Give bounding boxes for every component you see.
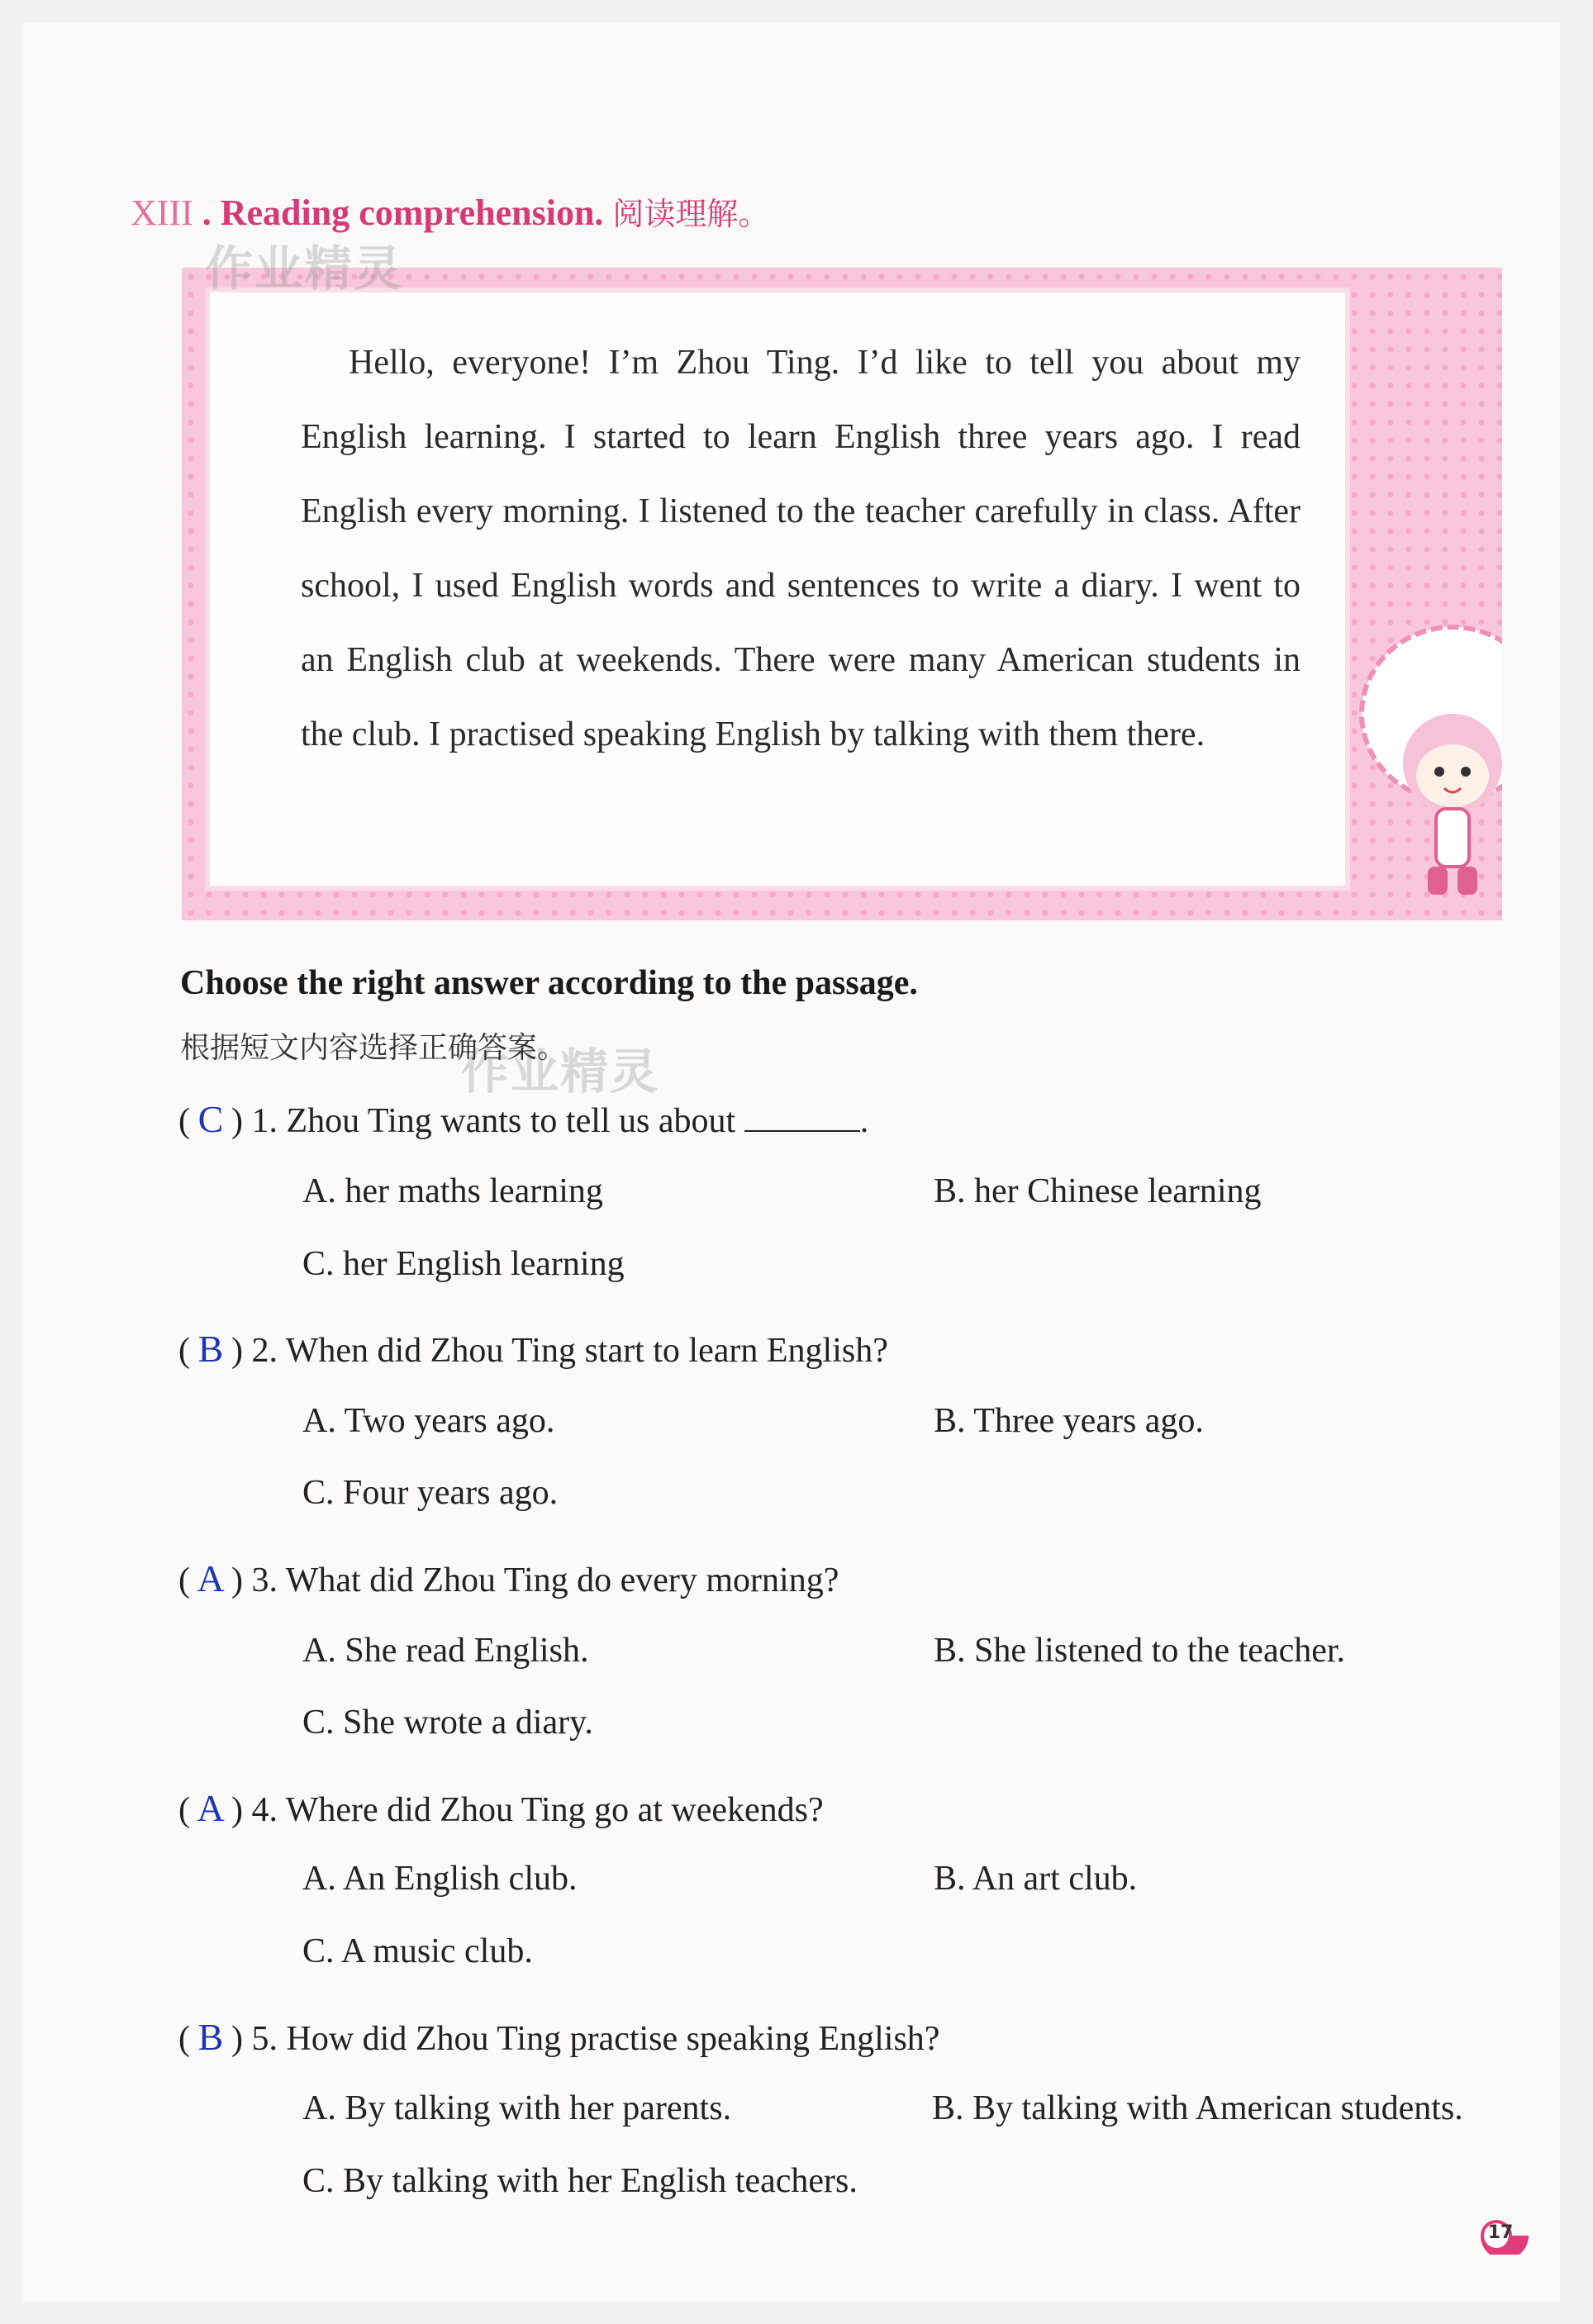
option-c[interactable]: C. She wrote a diary. <box>302 1704 593 1742</box>
question-4: ( A ) 4. Where did Zhou Ting go at weekends? <box>178 1787 824 1829</box>
option-a[interactable]: A. She read English. <box>302 1632 589 1670</box>
answer-4[interactable]: A <box>197 1787 225 1829</box>
question-text: Zhou Ting wants to tell us about <box>286 1102 736 1140</box>
question-2: ( B ) 2. When did Zhou Ting start to learn English? <box>178 1328 888 1370</box>
worksheet-page <box>23 23 1560 2302</box>
watermark: 作业精灵 <box>461 1043 660 1100</box>
section-roman-numeral: XIII <box>131 192 193 233</box>
question-number: 1. <box>251 1102 278 1140</box>
option-c[interactable]: C. A music club. <box>302 1932 533 1970</box>
question-3: ( A ) 3. What did Zhou Ting do every morning? <box>178 1557 839 1599</box>
cartoon-girl-illustration <box>1329 623 1502 904</box>
option-c[interactable]: C. her English learning <box>302 1245 625 1283</box>
question-text: What did Zhou Ting do every morning? <box>285 1561 839 1599</box>
watermark: 作业精灵 <box>205 240 404 297</box>
option-b[interactable]: B. By talking with American students. <box>932 2089 1463 2127</box>
answer-2[interactable]: B <box>197 1328 224 1370</box>
instruction-en: Choose the right answer according to the passage. <box>180 964 918 1002</box>
option-b[interactable]: B. She listened to the teacher. <box>934 1632 1346 1670</box>
passage-frame <box>182 268 1502 920</box>
option-a[interactable]: A. her maths learning <box>302 1172 603 1210</box>
question-number: 5. <box>251 2020 278 2058</box>
answer-blank <box>744 1105 860 1132</box>
instruction-cn: 根据短文内容选择正确答案。 <box>180 1031 568 1065</box>
section-title-en: . Reading comprehension. <box>193 192 604 233</box>
option-b[interactable]: B. An art club. <box>934 1860 1138 1898</box>
section-title <box>131 188 769 234</box>
option-c[interactable]: C. Four years ago. <box>302 1474 559 1512</box>
question-number: 4. <box>251 1791 278 1829</box>
answer-5[interactable]: B <box>197 2016 224 2058</box>
question-number: 3. <box>251 1561 278 1599</box>
option-a[interactable]: A. Two years ago. <box>302 1402 555 1440</box>
passage-text: Hello, everyone! I’m Zhou Ting. I’d like to tell you about my English learning. I started to learn English three years ago. I read English every morning. I listened to the teacher carefully in class. After school, I used English words and sentences to write a diary. I went to an English club at weekends. There were many American students in the club. I practised speaking English by talking with them there. <box>301 344 1301 753</box>
answer-3[interactable]: A <box>197 1557 225 1599</box>
answer-1[interactable]: C <box>197 1098 224 1140</box>
option-a[interactable]: A. An English club. <box>302 1860 578 1898</box>
page-number: 17 <box>1487 2222 1514 2243</box>
question-1: ( C ) 1. Zhou Ting wants to tell us about . <box>178 1098 869 1140</box>
question-number: 2. <box>251 1332 278 1370</box>
question-text: How did Zhou Ting practise speaking English? <box>286 2020 940 2058</box>
option-c[interactable]: C. By talking with her English teachers. <box>302 2162 858 2200</box>
question-text: Where did Zhou Ting go at weekends? <box>285 1791 824 1829</box>
passage-box <box>210 292 1345 886</box>
question-text: When did Zhou Ting start to learn English? <box>285 1332 888 1370</box>
option-a[interactable]: A. By talking with her parents. <box>302 2089 732 2127</box>
option-b[interactable]: B. Three years ago. <box>934 1402 1204 1440</box>
question-5: ( B ) 5. How did Zhou Ting practise speaking English? <box>178 2016 940 2058</box>
option-b[interactable]: B. her Chinese learning <box>934 1172 1262 1210</box>
section-title-cn: 阅读理解。 <box>612 196 770 232</box>
